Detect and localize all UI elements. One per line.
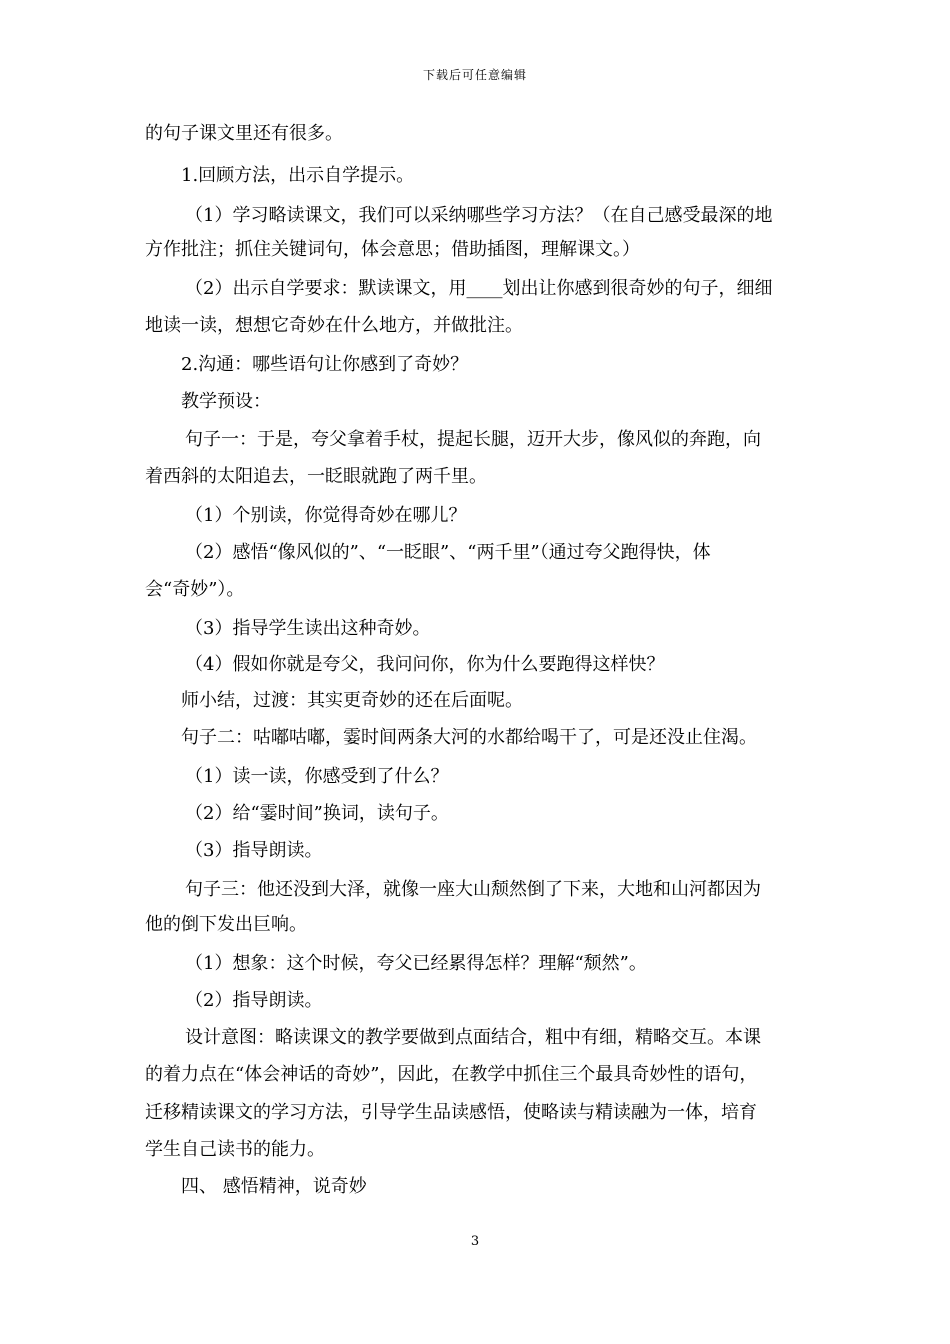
text-line: （3）指导学生读出这种奇妙。: [185, 618, 431, 639]
text-line: （1）想象：这个时候，夸父已经累得怎样？理解“颓然”。: [185, 953, 647, 974]
text-line: （2）感悟“像风似的”、“一眨眼”、“两千里”（通过夸父跑得快，体: [185, 542, 711, 563]
text-line: 着西斜的太阳追去，一眨眼就跑了两千里。: [145, 466, 487, 487]
page-number: 3: [470, 1234, 480, 1249]
text-line: 学生自己读书的能力。: [145, 1139, 325, 1160]
text-line: （1）读一读，你感受到了什么？: [185, 766, 449, 787]
text-line: （2）出示自学要求：默读课文，用____划出让你感到很奇妙的句子，细细: [185, 278, 773, 299]
section-heading: 四、 感悟精神，说奇妙: [181, 1176, 367, 1197]
text-line: 迁移精读课文的学习方法，引导学生品读感悟，使略读与精读融为一体，培育: [145, 1102, 757, 1123]
text-line: （2）指导朗读。: [185, 990, 323, 1011]
text-line: 句子二：咕嘟咕嘟，霎时间两条大河的水都给喝干了，可是还没止住渴。: [181, 727, 757, 748]
text-line: （3）指导朗读。: [185, 840, 323, 861]
text-line: 的着力点在“体会神话的奇妙”，因此，在教学中抓住三个最具奇妙性的语句，: [145, 1064, 758, 1085]
text-line: 他的倒下发出巨响。: [145, 914, 307, 935]
page-header: 下载后可任意编辑: [422, 68, 527, 82]
text-line: 方作批注；抓住关键词句，体会意思；借助插图，理解课文。）: [145, 239, 640, 260]
text-line: 1.回顾方法，出示自学提示。: [181, 165, 415, 186]
text-line: （1）个别读，你觉得奇妙在哪儿？: [185, 505, 467, 526]
text-line: （1）学习略读课文，我们可以采纳哪些学习方法？（在自己感受最深的地: [185, 205, 773, 226]
text-line: 句子一：于是，夸父拿着手杖，提起长腿，迈开大步，像风似的奔跑，向: [185, 429, 761, 450]
text-line: 师小结，过渡：其实更奇妙的还在后面呢。: [181, 690, 523, 711]
text-line: 教学预设：: [181, 391, 271, 412]
text-line: 设计意图：略读课文的教学要做到点面结合，粗中有细，精略交互。本课: [185, 1027, 761, 1048]
text-line: （4）假如你就是夸父，我问问你，你为什么要跑得这样快？: [185, 654, 665, 675]
text-line: 地读一读，想想它奇妙在什么地方，并做批注。: [145, 315, 523, 336]
text-line: 的句子课文里还有很多。: [145, 123, 343, 144]
text-line: 2.沟通：哪些语句让你感到了奇妙？: [181, 354, 469, 375]
text-line: 会“奇妙”）。: [145, 579, 245, 600]
text-line: （2）给“霎时间”换词，读句子。: [185, 803, 449, 824]
text-line: 句子三：他还没到大泽，就像一座大山颓然倒了下来，大地和山河都因为: [185, 879, 761, 900]
